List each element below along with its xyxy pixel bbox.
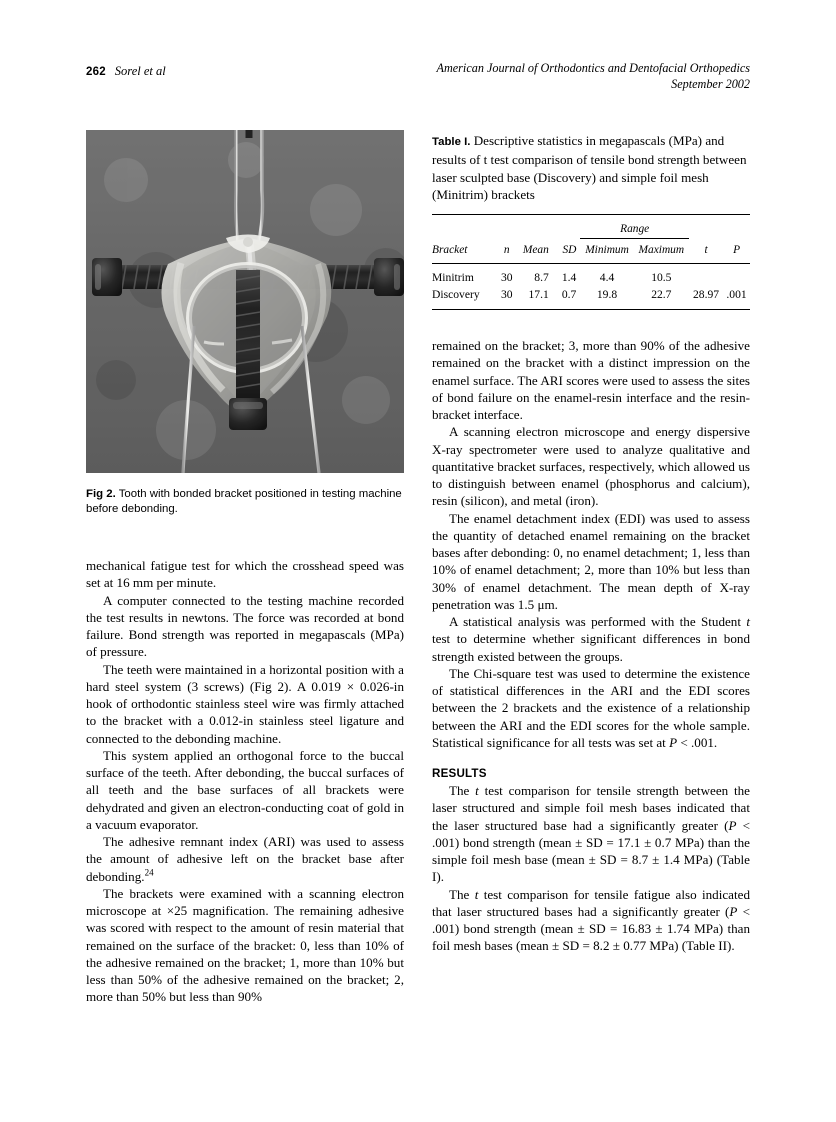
- paragraph: A scanning electron microscope and energy dispersive X-ray spectrometer were used to analyze qualitative and quantitative bracket surfaces, respectively, which allowed us to distinguish between enamel (phosphorus and calcium), resin (silicon), and metal (iron).: [432, 424, 750, 509]
- figure-label: Fig 2.: [86, 488, 116, 500]
- table-row: [432, 263, 750, 284]
- col-header-t: t: [704, 243, 708, 256]
- table-1-block: [432, 132, 750, 310]
- table-1: [432, 214, 750, 310]
- table-title-text: Descriptive statistics in megapascals (MPa) and results of t test comparison of tensile bond strength between laser sculpted base (Discovery) and simple foil mesh (Minitrim) brackets: [432, 133, 747, 203]
- paragraph-ari-text: The adhesive remnant index (ARI) was used to assess the amount of adhesive left on the bracket base after debonding.: [86, 834, 404, 884]
- table-header-row: [432, 240, 750, 262]
- table-group-header-range: Range: [620, 222, 650, 235]
- issue-date: September 2002: [671, 76, 750, 91]
- result-2-a: The: [449, 886, 475, 902]
- cell-n: 30: [500, 270, 513, 284]
- result-1-c: < .001) bond strength (mean ± SD = 17.1 ± 0.7 MPa) than the simple foil mesh base (mean ± SD = 8.7 ± 1.4 MPa) (Table I).: [432, 817, 750, 885]
- cell-sd: 0.7: [561, 287, 577, 301]
- col-header-mean: Mean: [522, 243, 549, 256]
- figure-caption: [86, 487, 404, 516]
- table-row: [432, 284, 750, 308]
- paragraph: The brackets were examined with a scanning electron microscope at ×25 magnification. The remaining adhesive was scored with respect to the amount of resin material that remained on the surface of the bracket: 0, less than 10% of the adhesive remained on the bracket; 1, more than 10% but less than 50% of the adhesive remained on the bracket; 2, more than 50% but less than 90%: [86, 885, 404, 1005]
- cell-bracket: Minitrim: [432, 270, 474, 284]
- paragraph-chi-square: [432, 665, 750, 751]
- result-2-b: test comparison for tensile fatigue also indicated that laser structured bases had a significantly greater (: [432, 886, 750, 919]
- col-header-p: P: [733, 243, 741, 256]
- italic-t: t: [746, 614, 750, 629]
- figure-photo: [86, 130, 404, 473]
- paragraph-result-2: [432, 886, 750, 955]
- running-head: [86, 62, 750, 102]
- cell-maximum: 10.5: [651, 270, 672, 284]
- table-group-header-row: [432, 216, 750, 240]
- paragraph: The enamel detachment index (EDI) was used to assess the quantity of detached enamel remaining on the bracket bases after debonding: 0, no enamel detachment; 1, less than 10% of enamel detachment; 2, more than 10% but less than 30% of enamel detachment. The mean depth of X-ray penetration was 1.5 μm.: [432, 510, 750, 612]
- range-underline: [580, 237, 689, 239]
- reference-superscript: 24: [144, 867, 154, 878]
- cell-mean: 17.1: [528, 287, 549, 301]
- italic-t: t: [474, 886, 479, 902]
- italic-p: P: [729, 903, 738, 919]
- running-head-left: [86, 62, 166, 80]
- cell-maximum: 22.7: [651, 287, 672, 301]
- para-5-c: < .001.: [677, 734, 718, 750]
- paragraph: mechanical fatigue test for which the crosshead speed was set at 16 mm per minute.: [86, 558, 404, 591]
- italic-t: t: [475, 783, 479, 798]
- result-1-b: test comparison for tensile strength between the laser structured and simple foil mesh bases indicated that the laser structured base had a significantly greater (: [432, 783, 750, 833]
- page-number: 262: [86, 66, 106, 78]
- cell-t: [689, 263, 723, 284]
- result-1-a: The: [449, 783, 476, 798]
- para-5-a: The Chi-square test was used to determine the existence of statistical differences in the ARI and the EDI scores between the 2 brackets and the existence of a relationship between the ARI and the EDI scores for the whole sample. Statistical significance for all tests was set at: [432, 665, 750, 750]
- cell-n: 30: [500, 287, 513, 301]
- result-2-c: < .001) bond strength (mean ± SD = 16.83 ± 1.74 MPa) than foil mesh bases (mean ± SD = 8.2 ± 0.77 MPa) (Table II).: [432, 903, 750, 954]
- para-4-b: test to determine whether significant differences in bond strength existed between the groups.: [432, 631, 750, 664]
- col-header-bracket: Bracket: [432, 243, 468, 256]
- cell-minimum: 19.8: [596, 287, 618, 301]
- cell-sd: 1.4: [561, 270, 577, 284]
- running-head-right: [437, 61, 750, 92]
- table-title: [432, 132, 750, 204]
- testing-machine-photo-graphic: [86, 130, 404, 473]
- paragraph: The teeth were maintained in a horizontal position with a hard steel system (3 screws) (Fig 2). A 0.019 × 0.026-in hook of orthodontic stainless steel wire was firmly attached to the bracket with a 0.012-in stainless steel ligature and connected to the debonding machine.: [86, 661, 404, 746]
- section-heading-results: RESULTS: [432, 767, 487, 780]
- col-header-minimum: Minimum: [585, 243, 629, 256]
- paragraph: A computer connected to the testing machine recorded the test results in newtons. The force was recorded at bond failure. Bond strength was reported in megapascals (MPa) of pressure.: [86, 592, 404, 660]
- table-rule-bottom: [432, 308, 750, 310]
- italic-p: P: [728, 817, 737, 833]
- body-column-right: [432, 337, 750, 955]
- para-4-a: A statistical analysis was performed with the Student: [449, 614, 747, 629]
- cell-minimum: 4.4: [599, 270, 615, 284]
- italic-p: P: [669, 734, 678, 750]
- cell-bracket: Discovery: [432, 287, 480, 301]
- cell-mean: 8.7: [534, 270, 549, 284]
- paragraph-ari: [86, 833, 404, 885]
- cell-p: .001: [726, 287, 747, 301]
- figure-caption-text: Tooth with bonded bracket positioned in testing machine before debonding.: [86, 488, 402, 515]
- paragraph: remained on the bracket; 3, more than 90% of the adhesive remained on the bracket with a distinct impression on the enamel surface. The ARI scores were used to assess the sites of bond failure on the enamel-resin interface and the resin-bracket interface.: [432, 338, 750, 422]
- paragraph-statistical-analysis: [432, 613, 750, 665]
- paragraph-result-1: [432, 782, 750, 886]
- journal-title: American Journal of Orthodontics and Dentofacial Orthopedics: [436, 61, 750, 75]
- running-head-authors: Sorel et al: [114, 64, 166, 78]
- col-header-sd: SD: [562, 243, 577, 256]
- cell-t: 28.97: [693, 287, 720, 301]
- cell-p: [723, 263, 750, 284]
- body-column-left: [86, 557, 404, 1006]
- table-label: Table I.: [432, 136, 471, 148]
- figure-2: [86, 130, 404, 516]
- col-header-maximum: Maximum: [638, 243, 685, 256]
- col-header-n: n: [503, 243, 510, 256]
- paragraph: This system applied an orthogonal force to the buccal surface of the teeth. After debonding, the buccal surfaces of all teeth and the base surfaces of all brackets were dehydrated and given an electron-conducting coat of gold in a vacuum evaporator.: [86, 747, 404, 832]
